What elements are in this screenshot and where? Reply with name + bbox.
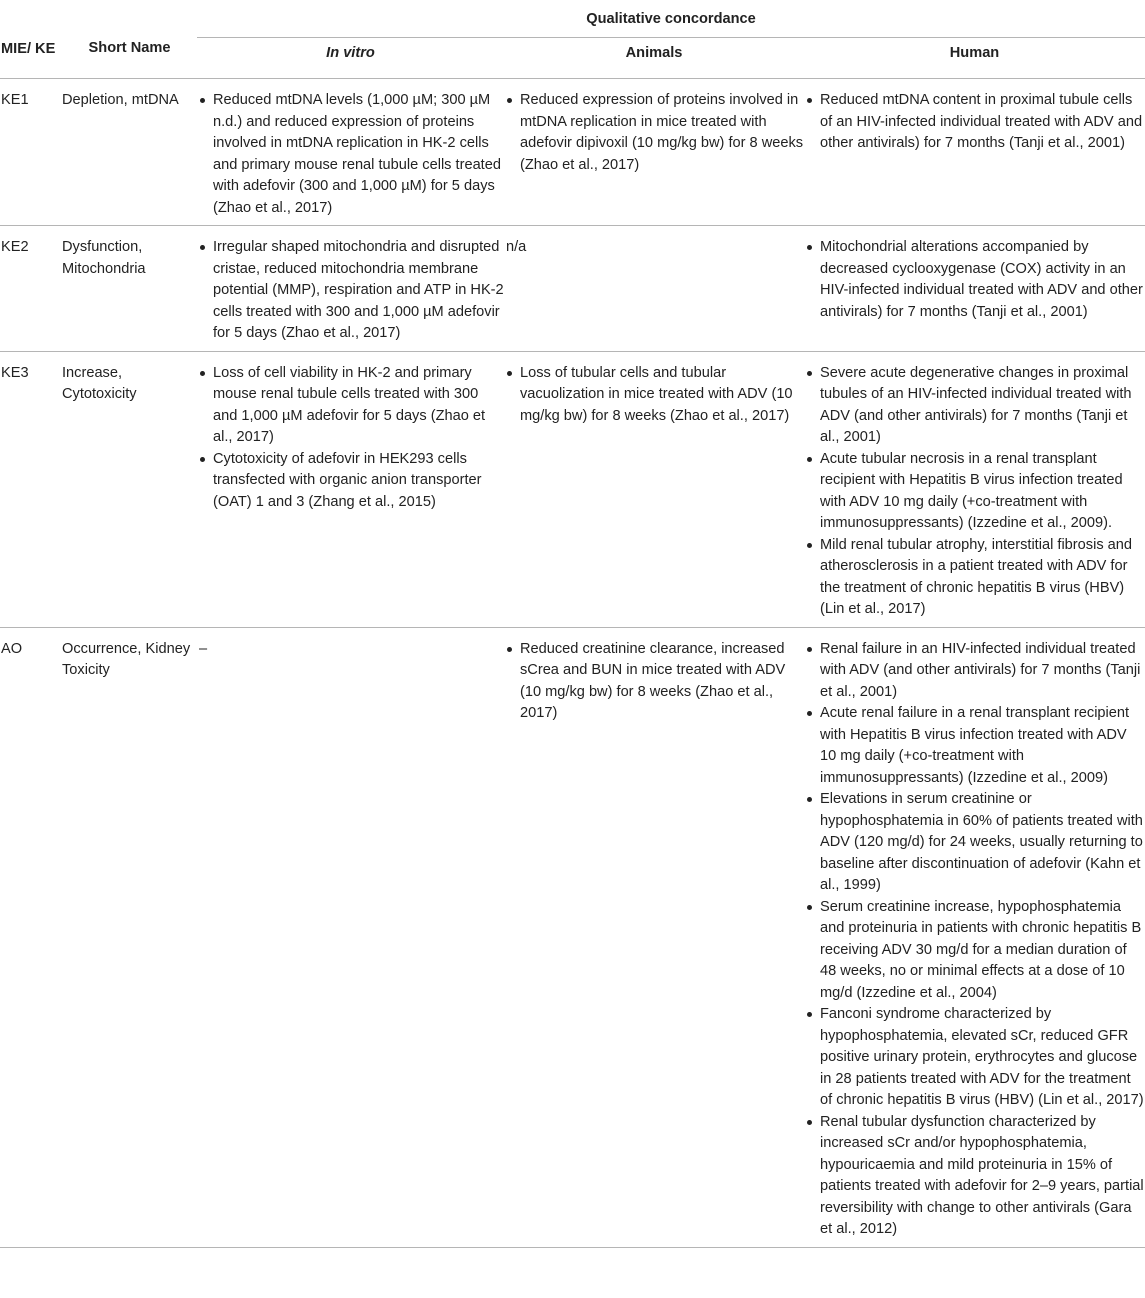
column-header-animals: Animals [625,44,683,61]
row-id: KE1 [1,92,29,108]
cell-in-vitro [197,226,504,352]
list-item: Acute renal failure in a renal transplant recipient with Hepatitis B virus infection treated with ADV 10 mg daily (+co-treatment with immunosuppressants) (Izzedine et al., 2009) [804,703,1145,789]
table-row [0,627,1145,1247]
list-item: Reduced expression of proteins involved in mtDNA replication in mice treated with adefovir dipivoxil (10 mg/kg bw) for 8 weeks (Zhao et al., 2017) [504,90,804,176]
row-short-name: Occurrence, Kidney Toxicity [62,640,191,678]
cell-human [804,627,1145,1247]
cell-animals [504,79,804,226]
cell-animals [504,351,804,627]
column-group-header: Qualitative concordance [197,0,1145,37]
table-row [0,351,1145,627]
row-short-name: Increase, Cytotoxicity [62,364,137,402]
cell-text: – [199,640,208,657]
list-item: Elevations in serum creatinine or hypophosphatemia in 60% of patients treated with ADV (120 mg/d) for 24 weeks, usually returning to baseline after discontinuation of adefovir (Kahn et al., 1999) [804,789,1145,897]
cell-in-vitro [197,627,504,1247]
column-header-short-name: Short Name [88,40,171,56]
row-id: KE2 [1,239,29,255]
list-item: Mitochondrial alterations accompanied by decreased cyclooxygenase (COX) activity in an HIV-infected individual treated with ADV and other antivirals) for 7 months (Tanji et al., 2001) [804,237,1145,323]
list-item: Irregular shaped mitochondria and disrupted cristae, reduced mitochondria membrane potential (MMP), respiration and ATP in HK-2 cells treated with 300 and 1,000 µM adefovir for 5 days (Zhao et al., 2017) [197,237,504,345]
row-short-name: Dysfunction, Mitochondria [62,239,146,277]
list-item: Renal failure in an HIV-infected individual treated with ADV (and other antivirals) for 7 months (Tanji et al., 2001) [804,639,1145,704]
column-header-human: Human [949,44,1000,61]
table-row [0,79,1145,226]
cell-text: n/a [506,239,527,255]
row-id: AO [1,640,23,657]
list-item: Reduced mtDNA content in proximal tubule cells of an HIV-infected individual treated with ADV and other antivirals) for 7 months (Tanji et al., 2001) [804,90,1145,155]
list-item: Reduced creatinine clearance, increased sCrea and BUN in mice treated with ADV (10 mg/kg bw) for 8 weeks (Zhao et al., 2017) [504,639,804,725]
list-item: Severe acute degenerative changes in proximal tubules of an HIV-infected individual treated with ADV (and other antivirals) for 7 months (Tanji et al., 2001) [804,363,1145,449]
cell-human [804,351,1145,627]
list-item: Renal tubular dysfunction characterized by increased sCr and/or hypophosphatemia, hypouricaemia and mild proteinuria in 15% of patients treated with adefovir for 2–9 years, partial reversibility with change to other antivirals (Gara et al., 2012) [804,1112,1145,1241]
list-item: Loss of cell viability in HK-2 and primary mouse renal tubule cells treated with 300 and 1,000 µM adefovir for 5 days (Zhao et al., 2017) [197,363,504,449]
list-item: Serum creatinine increase, hypophosphatemia and proteinuria in patients with chronic hepatitis B receiving ADV 30 mg/d for a median duration of 48 weeks, no or minimal effects at a dose of 10 mg/d (Izzedine et al., 2004) [804,897,1145,1005]
cell-in-vitro [197,351,504,627]
column-header-in-vitro: In vitro [326,44,375,61]
cell-animals [504,627,804,1247]
cell-human [804,79,1145,226]
cell-human [804,226,1145,352]
list-item: Loss of tubular cells and tubular vacuolization in mice treated with ADV (10 mg/kg bw) for 8 weeks (Zhao et al., 2017) [504,363,804,428]
list-item: Acute tubular necrosis in a renal transplant recipient with Hepatitis B virus infection treated with ADV 10 mg daily (+co-treatment with immunosuppressants) (Izzedine et al., 2009). [804,449,1145,535]
list-item: Cytotoxicity of adefovir in HEK293 cells transfected with organic anion transporter (OAT) 1 and 3 (Zhang et al., 2015) [197,449,504,514]
column-header-mie-ke: MIE/ KE [1,41,56,57]
list-item: Fanconi syndrome characterized by hypophosphatemia, elevated sCr, reduced GFR positive urinary protein, erythrocytes and glucose in 28 patients treated with ADV for the treatment of chronic hepatitis B virus (HBV) (Lin et al., 2017) [804,1004,1145,1112]
row-short-name: Depletion, mtDNA [62,92,179,108]
row-id: KE3 [1,364,29,381]
table-row [0,226,1145,352]
list-item: Mild renal tubular atrophy, interstitial fibrosis and atherosclerosis in a patient treated with ADV for the treatment of chronic hepatitis B virus (HBV) (Lin et al., 2017) [804,535,1145,621]
list-item: Reduced mtDNA levels (1,000 µM; 300 µM n.d.) and reduced expression of proteins involved in mtDNA replication in HK-2 cells and primary mouse renal tubule cells treated with adefovir (300 and 1,000 µM) for 5 days (Zhao et al., 2017) [197,90,504,219]
cell-in-vitro [197,79,504,226]
cell-animals [504,226,804,352]
